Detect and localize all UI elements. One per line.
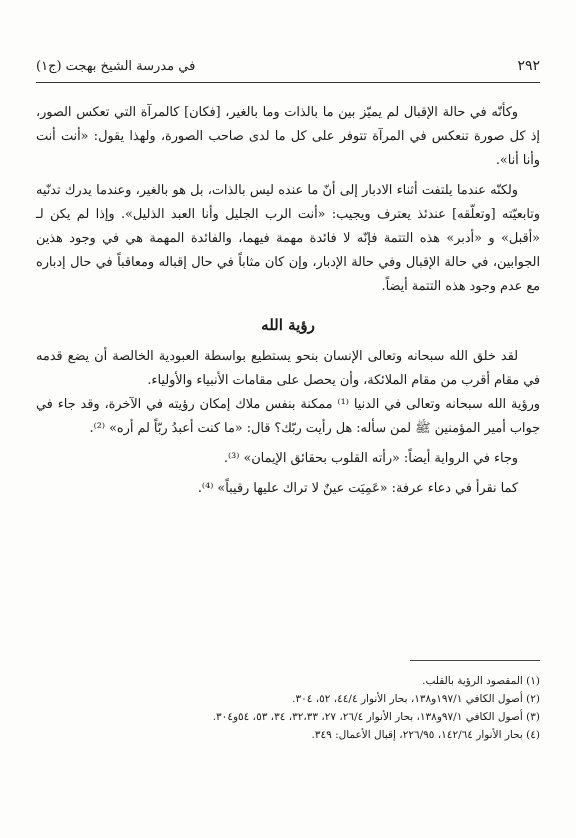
header-rule (36, 82, 540, 83)
page-number: ٢٩٢ (517, 58, 540, 74)
running-title: في مدرسة الشيخ بهجت (ج١) (36, 59, 196, 74)
page (36, 58, 540, 501)
footnote-rule (410, 660, 540, 661)
footnote: (٢) أصول الكافي ١٩٧/١و١٣٨، بحار الأنوار ٤٤/٤، ٥٢، ٣٠٤. (292, 693, 540, 705)
running-header (36, 58, 540, 80)
section-title: رؤية الله (261, 316, 315, 334)
body-text (36, 101, 540, 501)
footnote: (٣) أصول الكافي ٩٧/١و١٣٨، بحار الأنوار ٢٦/٤، ٢٧، ٣٢،٣٣، ٣٤، ٥٣، ٥٤و٣٠٤. (212, 711, 540, 723)
paragraph: ولكنّه عندما يلتفت أثناء الادبار إلى أنّ ما عنده ليس بالذات، بل هو بالغير، وعندما يدرك تدنّيه وتابعيّته [وتعلّقه] عندئذ يعترف ويجيب: «أنت الرب الجليل وأنا العبد الذليل». وإذا لم يكن لـ «أقبل» و «أدبر» هذه التتمة فإنّه لا فائدة مهمة فيهما، والفائدة المهمة هي في وجود هذين الجوابين، في حالة الإقبال وفي حالة الإدبار، وإن كان مثاباً في حال إقباله ومعاقباً في حال إدباره مع عدم وجود هذه التتمة أيضاً. (36, 183, 540, 294)
paragraph: وجاء في الرواية أيضاً: «رأته القلوب بحقائق الإيمان» ⁽³⁾. (223, 451, 518, 466)
footnote: (١) المقصود الرؤية بالقلب. (422, 675, 540, 687)
footnotes (36, 672, 540, 744)
footnote: (٤) بحار الأنوار ١٤٢/٦٤، ٢٢٦/٩٥، إقبال الأعمال: ٣٤٩. (311, 729, 540, 741)
paragraph: كما نقرأ في دعاء عرفة: «عَمِيَت عينٌ لا تراك عليها رقيباً» ⁽⁴⁾. (197, 481, 518, 496)
paragraph: وكأنّه في حالة الإقبال لم يميّز بين ما بالذات وما بالغير، [فكان] كالمرآة التي تعكس الصور، إذ كل صورة تنعكس في المرآة تتوفر على كل ما لدى صاحب الصورة، ولهذا يقول: «أنت أنت وأنا أنا». (36, 105, 540, 168)
paragraph: ورؤية الله سبحانه وتعالى في الدنيا ⁽¹⁾ ممكنة بنفس ملاك إمكان رؤيته في الآخرة، وقد جاء في جواب أمير المؤمنين ﷺ لمن سأله: هل رأيت ربّك؟ قال: «ما كنت أعبدُ ربّاً لم أره» ⁽²⁾. (36, 397, 540, 436)
paragraph: لقد خلق الله سبحانه وتعالى الإنسان بنحو يستطيع بواسطة العبودية الخالصة أن يضع قدمه في مقام أقرب من مقام الملائكة، وأن يحصل على مقامات الأنبياء والأولياء. (36, 349, 540, 388)
